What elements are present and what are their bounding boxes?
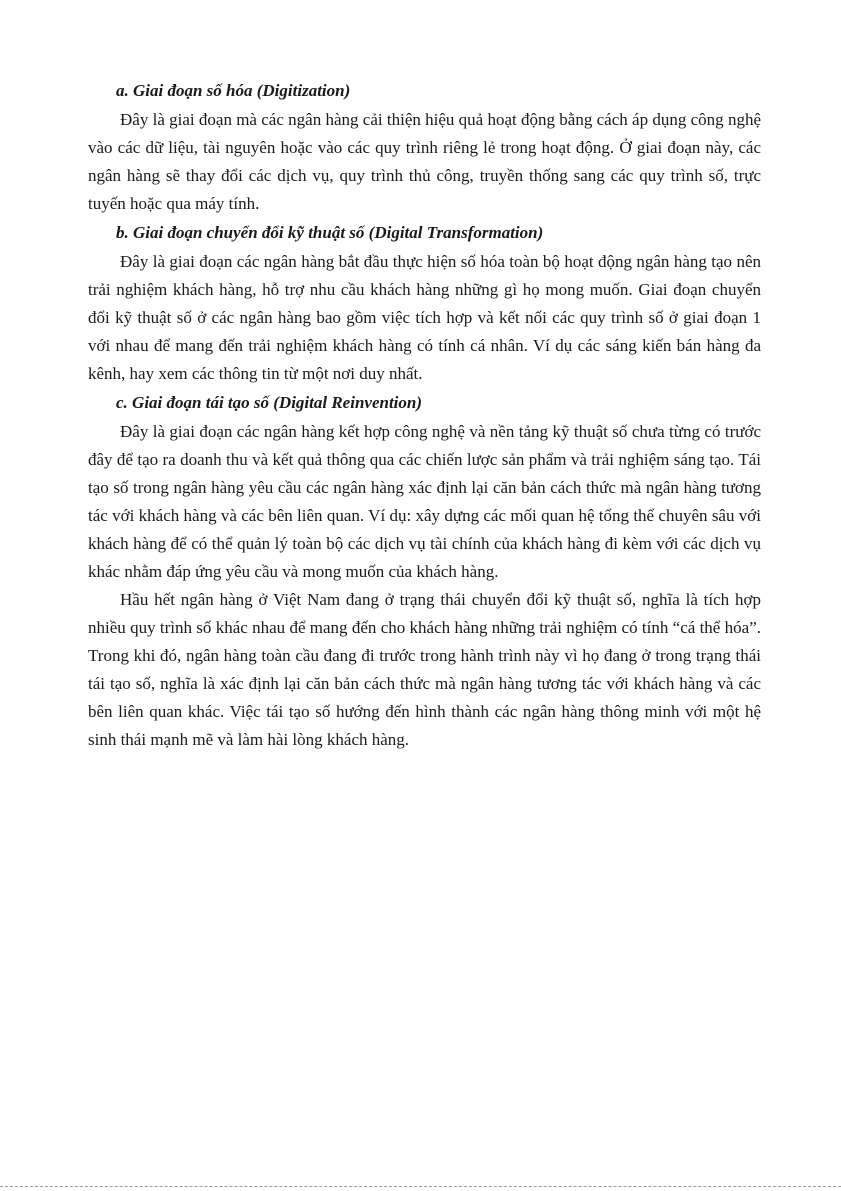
document-body	[88, 76, 761, 754]
paragraph-digital-transformation: Đây là giai đoạn các ngân hàng bắt đầu thực hiện số hóa toàn bộ hoạt động ngân hàng tạo nên trải nghiệm khách hàng, hỗ trợ nhu cầu khách hàng những gì họ mong muốn. Giai đoạn chuyển đổi kỹ thuật số ở các ngân hàng bao gồm việc tích hợp và kết nối các quy trình số ở giai đoạn 1 với nhau để mang đến trải nghiệm khách hàng có tính cá nhân. Ví dụ các sáng kiến bán hàng đa kênh, hay xem các thông tin từ một nơi duy nhất.	[88, 252, 761, 383]
section-heading-digital-transformation: b. Giai đoạn chuyển đổi kỹ thuật số (Digital Transformation)	[116, 223, 544, 242]
section-heading-digitization: a. Giai đoạn số hóa (Digitization)	[116, 81, 351, 100]
section-heading-digital-reinvention: c. Giai đoạn tái tạo số (Digital Reinvention)	[116, 393, 423, 412]
paragraph-vietnam-banks: Hầu hết ngân hàng ở Việt Nam đang ở trạng thái chuyển đổi kỹ thuật số, nghĩa là tích hợp nhiều quy trình số khác nhau để mang đến cho khách hàng những trải nghiệm có tính “cá thể hóa”. Trong khi đó, ngân hàng toàn cầu đang đi trước trong hành trình này vì họ đang ở trong trạng thái tái tạo số, nghĩa là xác định lại căn bản cách thức mà ngân hàng tương tác với khách hàng và các bên liên quan khác. Việc tái tạo số hướng đến hình thành các ngân hàng thông minh với một hệ sinh thái mạnh mẽ và làm hài lòng khách hàng.	[88, 590, 761, 749]
paragraph-digitization: Đây là giai đoạn mà các ngân hàng cải thiện hiệu quả hoạt động bằng cách áp dụng công nghệ vào các dữ liệu, tài nguyên hoặc vào các quy trình riêng lẻ trong hoạt động. Ở giai đoạn này, các ngân hàng sẽ thay đổi các dịch vụ, quy trình thủ công, truyền thống sang các quy trình số, trực tuyến hoặc qua máy tính.	[88, 110, 761, 213]
paragraph-digital-reinvention: Đây là giai đoạn các ngân hàng kết hợp công nghệ và nền tảng kỹ thuật số chưa từng có trước đây để tạo ra doanh thu và kết quả thông qua các chiến lược sản phẩm và trải nghiệm sáng tạo. Tái tạo số trong ngân hàng yêu cầu các ngân hàng xác định lại căn bản cách thức mà ngân hàng tương tác với khách hàng và các bên liên quan. Ví dụ: xây dựng các mối quan hệ tổng thể chuyên sâu với khách hàng để có thể quản lý toàn bộ các dịch vụ tài chính của khách hàng đi kèm với các dịch vụ khác nhằm đáp ứng yêu cầu và mong muốn của khách hàng.	[88, 422, 761, 581]
page-bottom-border	[0, 1186, 841, 1187]
